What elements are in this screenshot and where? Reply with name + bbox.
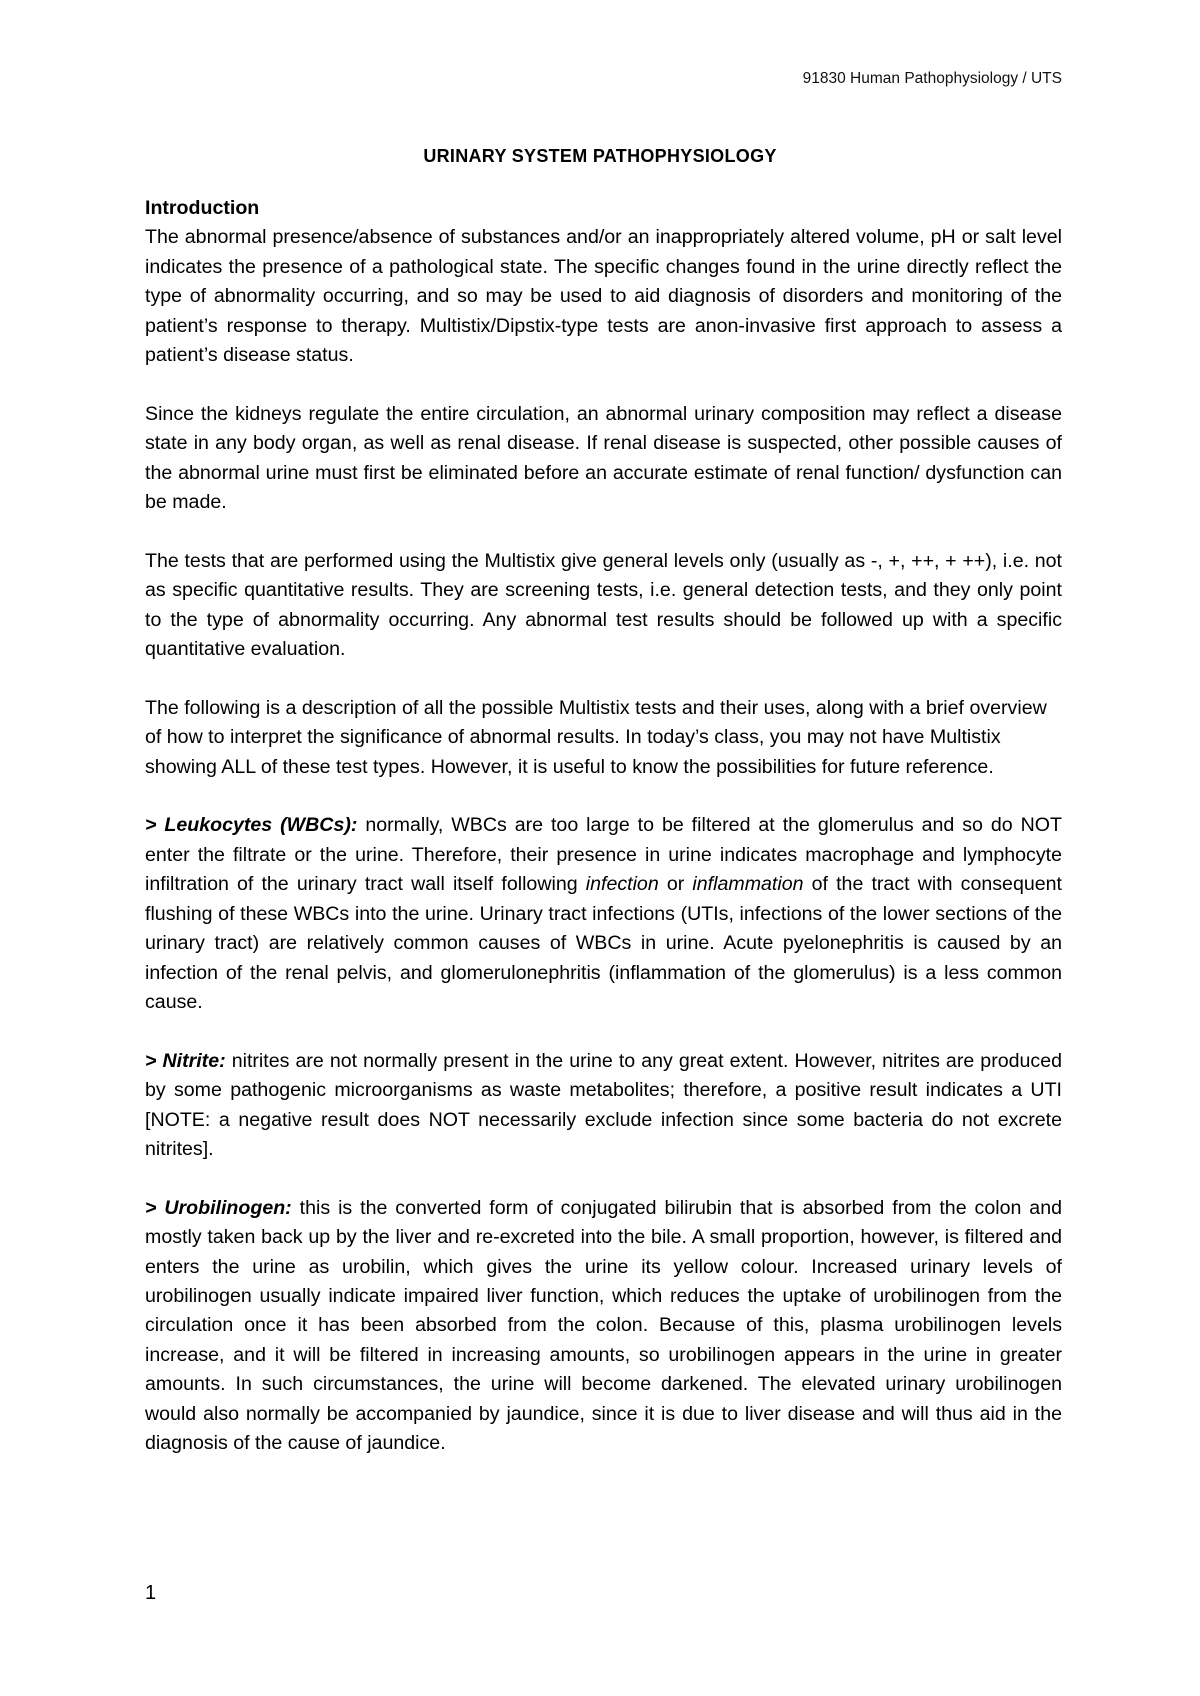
intro-paragraph-3: The tests that are performed using the Multistix give general levels only (usually as -, +, ++, + ++), i.e. not as specific quantitative results. They are screening tests, i.e. general detection tests, and they only point to the type of abnormality occurring. Any abnormal test results should be followed up with a specific quantitative evaluation. (145, 549, 1062, 661)
running-header: 91830 Human Pathophysiology / UTS (802, 70, 1062, 87)
document-body (145, 194, 1062, 1488)
intro-paragraph-2: Since the kidneys regulate the entire circulation, an abnormal urinary composition may reflect a disease state in any body organ, as well as renal disease. If renal disease is suspected, other possible causes of the abnormal urine must first be eliminated before an accurate estimate of renal function/ dysfunction can be made. (145, 402, 1062, 514)
urobilinogen-text: this is the converted form of conjugated bilirubin that is absorbed from the colon and mostly taken back up by the liver and re-excreted into the bile. A small proportion, however, is filtered and enters the urine as urobilin, which gives the urine its yellow colour. Increased urinary levels of urobilinogen usually indicate impaired liver function, which reduces the uptake of urobilinogen from the circulation once it has been absorbed from the colon. Because of this, plasma urobilinogen levels increase, and it will be filtered in increasing amounts, so urobilinogen appears in the urine in greater amounts. In such circumstances, the urine will become darkened. The elevated urinary urobilinogen would also normally be accompanied by jaundice, since it is due to liver disease and will thus aid in the diagnosis of the cause of jaundice. (145, 1196, 1062, 1454)
nitrite-text: nitrites are not normally present in the urine to any great extent. However, nitrites are produced by some pathogenic microorganisms as waste metabolites; therefore, a positive result indicates a UTI [NOTE: a negative result does NOT necessarily exclude infection since some bacteria do not excrete nitrites]. (145, 1049, 1063, 1160)
section-heading-introduction: Introduction (145, 197, 260, 219)
page-number: 1 (145, 1582, 157, 1604)
leukocytes-emphasis-infection: infection (585, 873, 659, 896)
nitrite-paragraph (145, 1047, 1062, 1165)
leukocytes-emphasis-inflammation: inflammation (692, 873, 804, 896)
document-title: URINARY SYSTEM PATHOPHYSIOLOGY (423, 146, 777, 166)
leukocytes-term: > Leukocytes (WBCs): (145, 814, 358, 837)
intro-paragraph-4: The following is a description of all the possible Multistix tests and their uses, along with a brief overview of how to interpret the significance of abnormal results. In today’s class, you may not have Multistix showing ALL of these test types. However, it is useful to know the possibilities for future reference. (145, 696, 1047, 778)
nitrite-term: > Nitrite: (145, 1049, 226, 1072)
urobilinogen-paragraph (145, 1194, 1062, 1459)
leukocytes-paragraph (145, 811, 1062, 1017)
leukocytes-text-a: normally, WBCs are too large to be filtered at the glomerulus and so do NOT enter the filtrate or the urine. Therefore, their presence in urine indicates macrophage and lymphocyte infiltration of the urinary tract wall itself following (145, 814, 1062, 896)
urobilinogen-term: > Urobilinogen: (145, 1196, 292, 1219)
leukocytes-text-c: of the tract with consequent flushing of these WBCs into the urine. Urinary tract infections (UTIs, infections of the lower sections of the urinary tract) are relatively common causes of WBCs in urine. Acute pyelonephritis is caused by an infection of the renal pelvis, and glomerulonephritis (inflammation of the glomerulus) is a less common cause. (145, 873, 1062, 1013)
intro-paragraph-1: The abnormal presence/absence of substances and/or an inappropriately altered volume, pH or salt level indicates the presence of a pathological state. The specific changes found in the urine directly reflect the type of abnormality occurring, and so may be used to aid diagnosis of disorders and monitoring of the patient’s response to therapy. Multistix/Dipstix-type tests are anon-invasive first approach to assess a patient’s disease status. (145, 226, 1062, 367)
leukocytes-text-b: or (658, 873, 693, 896)
